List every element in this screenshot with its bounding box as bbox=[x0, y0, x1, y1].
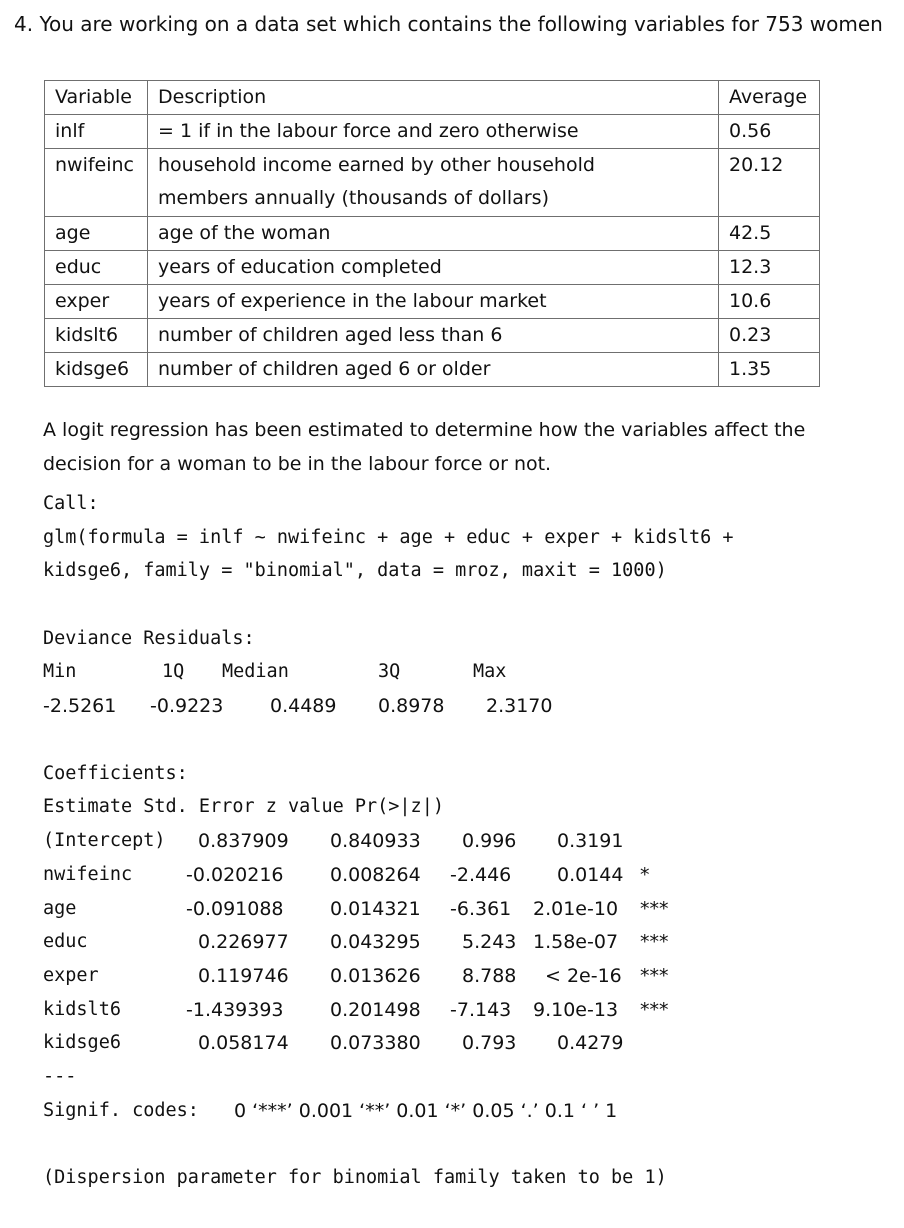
coef-z-value: 8.788 bbox=[462, 965, 517, 987]
deviance-value-min: -2.5261 bbox=[43, 695, 117, 717]
cell-description: = 1 if in the labour force and zero otherwise bbox=[148, 115, 719, 149]
coef-p-value: < 2e-16 bbox=[545, 965, 622, 987]
table-row bbox=[45, 251, 820, 285]
description-line: household income earned by other household bbox=[158, 154, 595, 176]
cell-description: number of children aged 6 or older bbox=[148, 353, 719, 387]
coef-std-error: 0.008264 bbox=[330, 864, 421, 886]
deviance-header-3q: 3Q bbox=[378, 661, 401, 682]
table-row bbox=[45, 319, 820, 353]
cell-variable: inlf bbox=[45, 115, 148, 149]
cell-average: 20.12 bbox=[719, 149, 820, 217]
coef-name: kidslt6 bbox=[43, 999, 121, 1020]
coef-p-value: 1.58e-07 bbox=[533, 931, 619, 953]
cell-variable: age bbox=[45, 217, 148, 251]
table-row bbox=[45, 149, 820, 217]
call-line-1: glm(formula = inlf ~ nwifeinc + age + educ + exper + kidslt6 + bbox=[43, 527, 734, 548]
deviance-value-median: 0.4489 bbox=[270, 695, 337, 717]
table-row bbox=[45, 285, 820, 319]
coef-z-value: 0.793 bbox=[462, 1032, 517, 1054]
coef-name: (Intercept) bbox=[43, 830, 166, 851]
cell-description: years of experience in the labour market bbox=[148, 285, 719, 319]
cell-average: 0.23 bbox=[719, 319, 820, 353]
cell-variable: kidslt6 bbox=[45, 319, 148, 353]
coef-z-value: -2.446 bbox=[450, 864, 512, 886]
cell-description: number of children aged less than 6 bbox=[148, 319, 719, 353]
deviance-header-1q: 1Q bbox=[162, 661, 185, 682]
coef-std-error: 0.201498 bbox=[330, 999, 421, 1021]
coef-signif: *** bbox=[640, 931, 669, 953]
question-heading: 4. You are working on a data set which contains the following variables for 753 women bbox=[14, 12, 883, 36]
cell-average: 12.3 bbox=[719, 251, 820, 285]
signif-label: Signif. codes: bbox=[43, 1100, 199, 1121]
coef-estimate: -0.020216 bbox=[186, 864, 284, 886]
coef-estimate: 0.119746 bbox=[198, 965, 289, 987]
call-label: Call: bbox=[43, 493, 99, 514]
coef-name: kidsge6 bbox=[43, 1032, 121, 1053]
deviance-value-max: 2.3170 bbox=[486, 695, 553, 717]
header-description: Description bbox=[148, 81, 719, 115]
deviance-header-min: Min bbox=[43, 661, 77, 682]
cell-variable: kidsge6 bbox=[45, 353, 148, 387]
coef-name: educ bbox=[43, 931, 88, 952]
coef-signif: * bbox=[640, 864, 650, 886]
coef-p-value: 0.4279 bbox=[557, 1032, 624, 1054]
coef-estimate: -1.439393 bbox=[186, 999, 284, 1021]
description-line: members annually (thousands of dollars) bbox=[158, 187, 549, 209]
coef-name: age bbox=[43, 898, 77, 919]
coef-z-value: -6.361 bbox=[450, 898, 512, 920]
table-row bbox=[45, 115, 820, 149]
signif-codes: 0 ‘***’ 0.001 ‘**’ 0.01 ‘*’ 0.05 ‘.’ 0.1 ‘ ’ 1 bbox=[234, 1100, 618, 1122]
coefficients-label: Coefficients: bbox=[43, 763, 188, 784]
coef-std-error: 0.013626 bbox=[330, 965, 421, 987]
intro-paragraph: A logit regression has been estimated to determine how the variables affect the decision for a woman to be in the labour force or not. bbox=[43, 419, 806, 475]
table-header-row bbox=[45, 81, 820, 115]
coef-name: nwifeinc bbox=[43, 864, 133, 885]
cell-variable: nwifeinc bbox=[45, 149, 148, 217]
header-average: Average bbox=[719, 81, 820, 115]
deviance-label: Deviance Residuals: bbox=[43, 628, 255, 649]
separator: --- bbox=[43, 1066, 77, 1087]
deviance-value-1q: -0.9223 bbox=[150, 695, 224, 717]
coef-z-value: 5.243 bbox=[462, 931, 517, 953]
table-row bbox=[45, 353, 820, 387]
cell-description: years of education completed bbox=[148, 251, 719, 285]
coef-std-error: 0.840933 bbox=[330, 830, 421, 852]
coef-signif: *** bbox=[640, 965, 669, 987]
coef-estimate: 0.058174 bbox=[198, 1032, 289, 1054]
coef-z-value: 0.996 bbox=[462, 830, 517, 852]
coef-estimate: 0.837909 bbox=[198, 830, 289, 852]
cell-variable: exper bbox=[45, 285, 148, 319]
coef-p-value: 0.0144 bbox=[557, 864, 624, 886]
coefficients-header: Estimate Std. Error z value Pr(>|z|) bbox=[43, 796, 444, 817]
coef-estimate: -0.091088 bbox=[186, 898, 284, 920]
coef-p-value: 9.10e-13 bbox=[533, 999, 619, 1021]
coef-signif: *** bbox=[640, 898, 669, 920]
header-variable: Variable bbox=[45, 81, 148, 115]
dispersion-note: (Dispersion parameter for binomial family taken to be 1) bbox=[43, 1167, 667, 1188]
coef-estimate: 0.226977 bbox=[198, 931, 289, 953]
cell-average: 10.6 bbox=[719, 285, 820, 319]
variables-table bbox=[44, 80, 820, 387]
coef-name: exper bbox=[43, 965, 99, 986]
table-row bbox=[45, 217, 820, 251]
coef-std-error: 0.043295 bbox=[330, 931, 421, 953]
coef-std-error: 0.073380 bbox=[330, 1032, 421, 1054]
coef-z-value: -7.143 bbox=[450, 999, 512, 1021]
deviance-header-max: Max bbox=[473, 661, 507, 682]
cell-description bbox=[148, 149, 719, 217]
cell-average: 42.5 bbox=[719, 217, 820, 251]
coef-p-value: 0.3191 bbox=[557, 830, 624, 852]
cell-variable: educ bbox=[45, 251, 148, 285]
coef-signif: *** bbox=[640, 999, 669, 1021]
deviance-value-3q: 0.8978 bbox=[378, 695, 445, 717]
cell-average: 1.35 bbox=[719, 353, 820, 387]
cell-description: age of the woman bbox=[148, 217, 719, 251]
coef-p-value: 2.01e-10 bbox=[533, 898, 619, 920]
coef-std-error: 0.014321 bbox=[330, 898, 421, 920]
deviance-header-median: Median bbox=[222, 661, 289, 682]
call-line-2: kidsge6, family = "binomial", data = mroz, maxit = 1000) bbox=[43, 560, 667, 581]
cell-average: 0.56 bbox=[719, 115, 820, 149]
